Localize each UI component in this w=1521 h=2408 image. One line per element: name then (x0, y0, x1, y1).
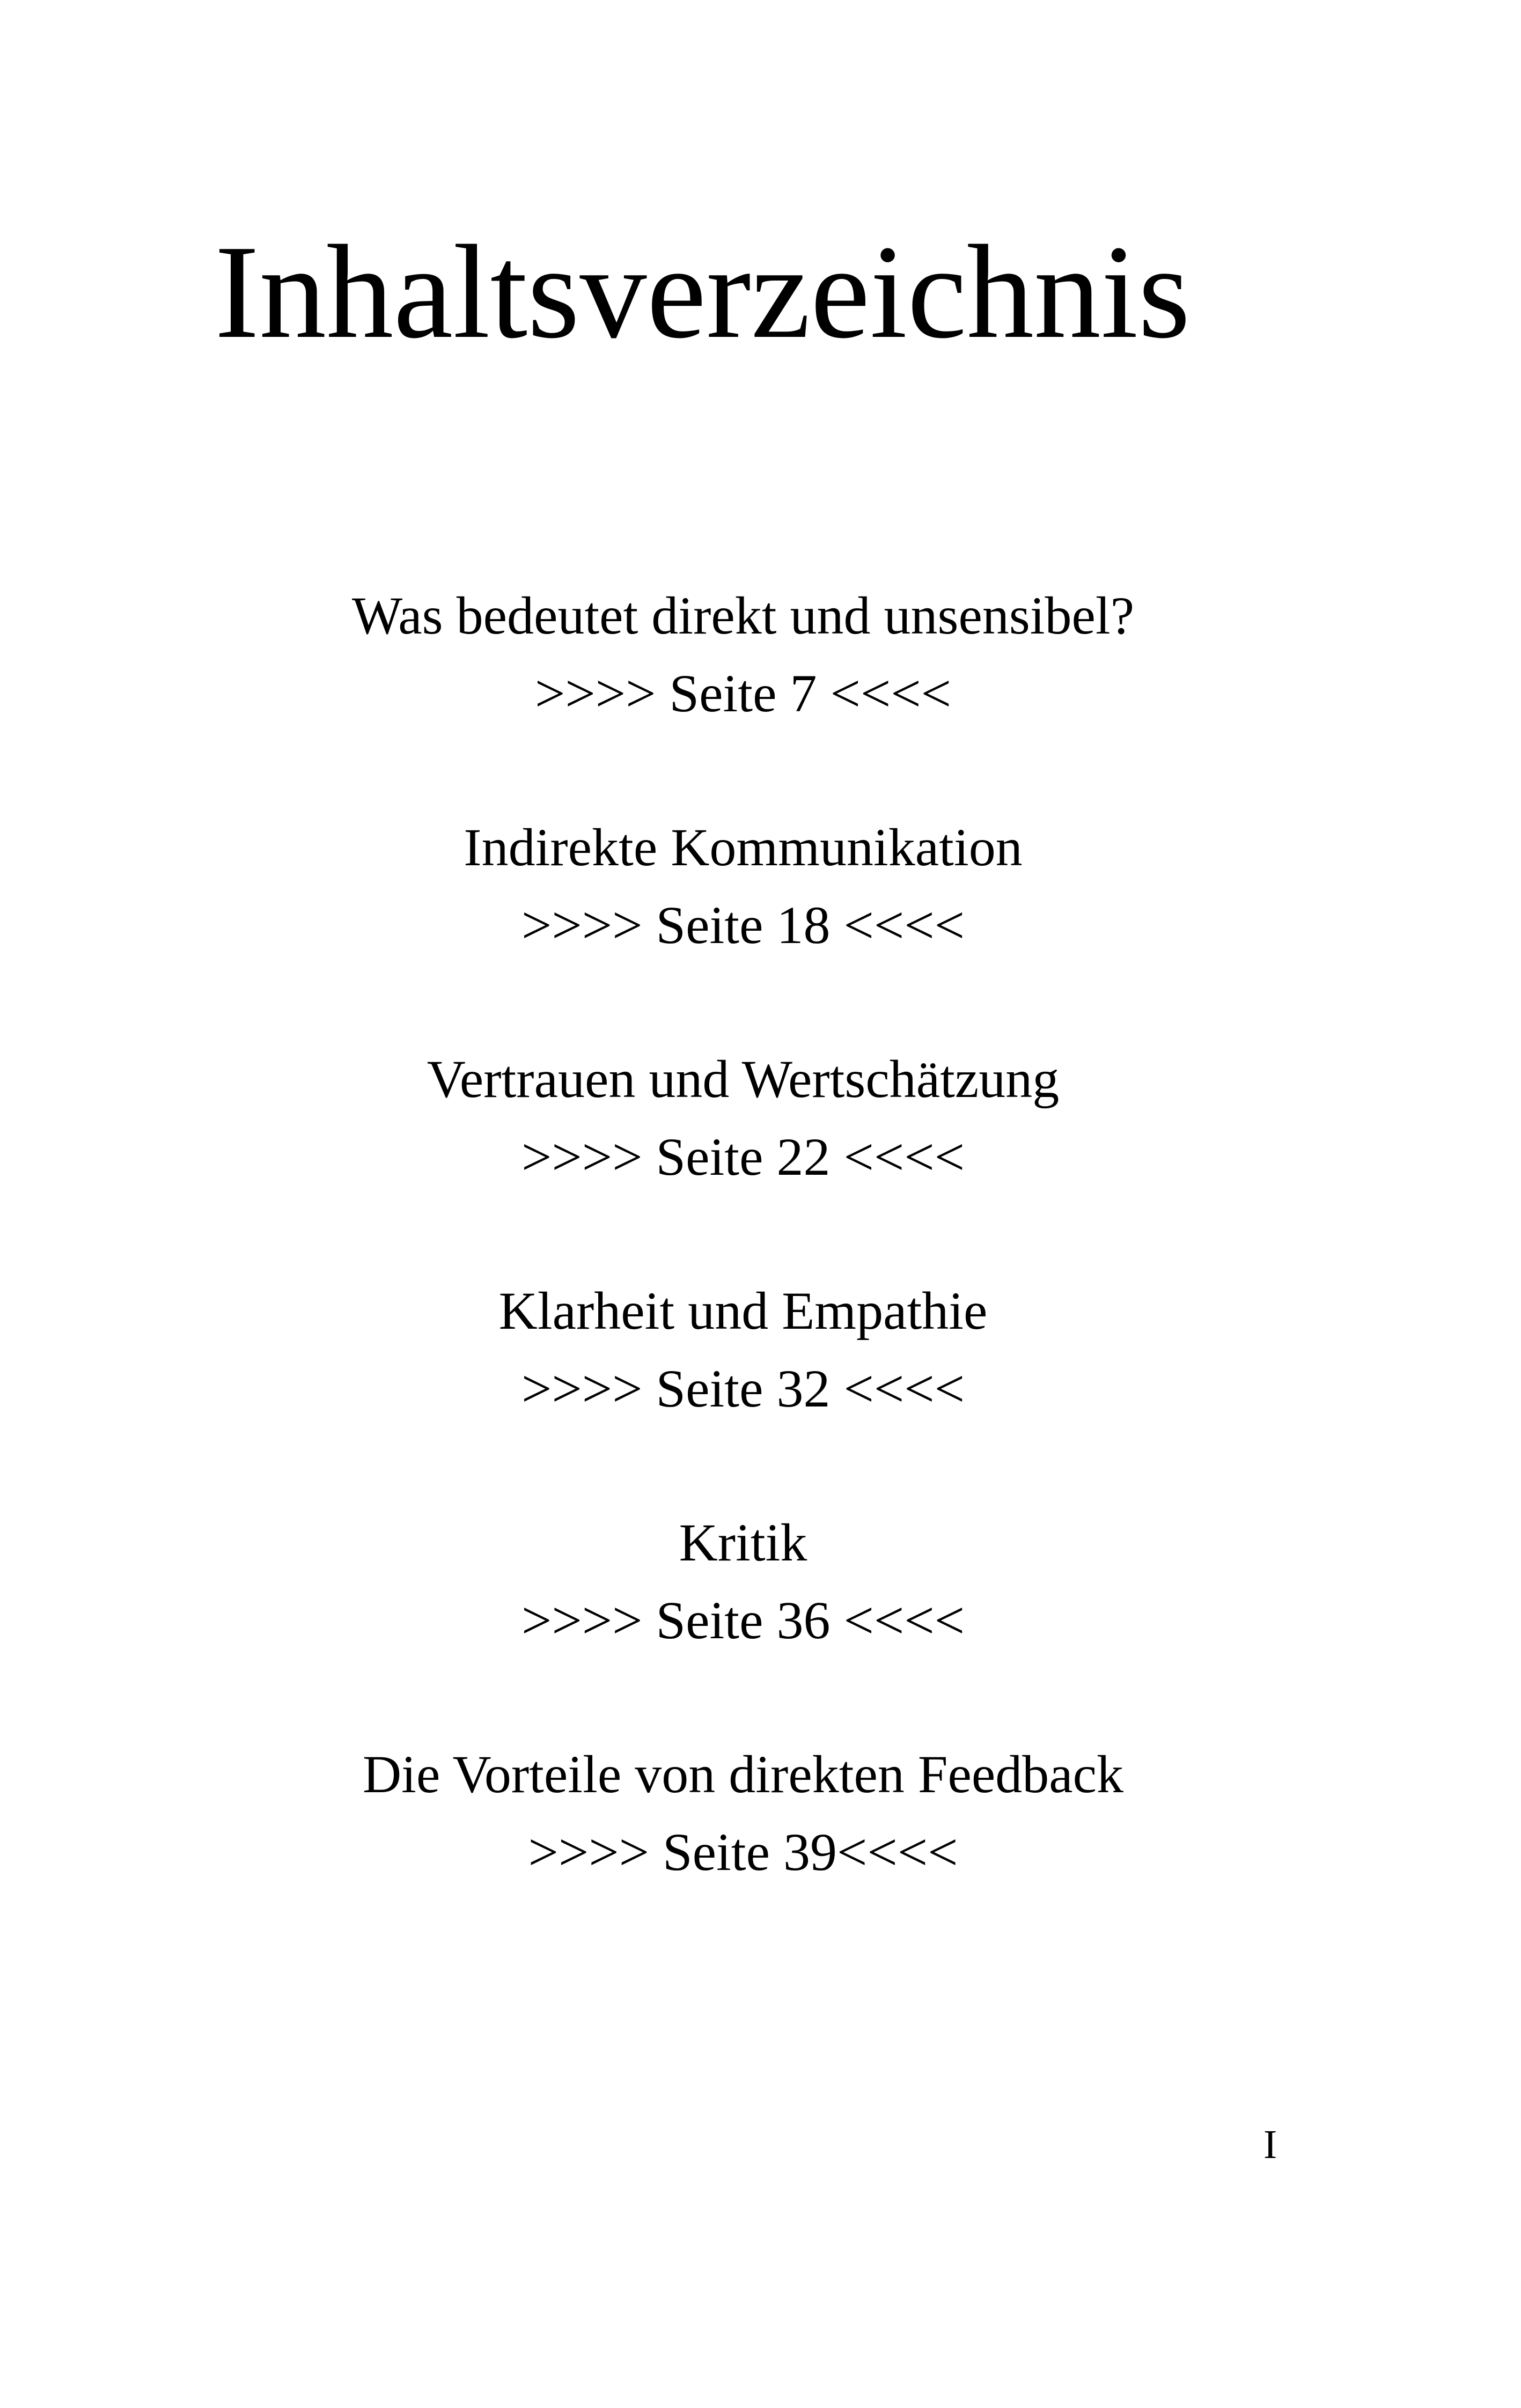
toc-entry (0, 1735, 1486, 1967)
toc-entry (0, 1504, 1486, 1735)
toc-entry-page-ref: >>>> Seite 32 <<<< (521, 1359, 965, 1418)
page-number: I (1263, 2122, 1277, 2167)
toc-entry-title: Was bedeutet direkt und unsensibel? (351, 586, 1135, 645)
toc-entry-title: Klarheit und Empathie (498, 1281, 988, 1341)
toc-entry-title: Die Vorteile von direkten Feedback (362, 1744, 1124, 1804)
page-title: Inhaltsverzeichnis (215, 218, 1191, 366)
toc-entry-page-ref: >>>> Seite 7 <<<< (534, 664, 952, 723)
toc-entry-page-ref: >>>> Seite 39<<<< (528, 1822, 958, 1882)
toc-entry-title: Kritik (679, 1513, 807, 1572)
toc-entry-page-ref: >>>> Seite 22 <<<< (521, 1127, 965, 1187)
toc-entry (0, 577, 1486, 808)
toc-entry-page-ref: >>>> Seite 36 <<<< (521, 1590, 965, 1650)
table-of-contents (0, 577, 1486, 1967)
toc-entry (0, 808, 1486, 1040)
toc-entry-page-ref: >>>> Seite 18 <<<< (521, 895, 965, 955)
toc-entry (0, 1040, 1486, 1272)
toc-entry-title: Vertrauen und Wertschätzung (427, 1049, 1060, 1109)
toc-entry (0, 1272, 1486, 1504)
toc-entry-title: Indirekte Kommunikation (464, 818, 1023, 877)
